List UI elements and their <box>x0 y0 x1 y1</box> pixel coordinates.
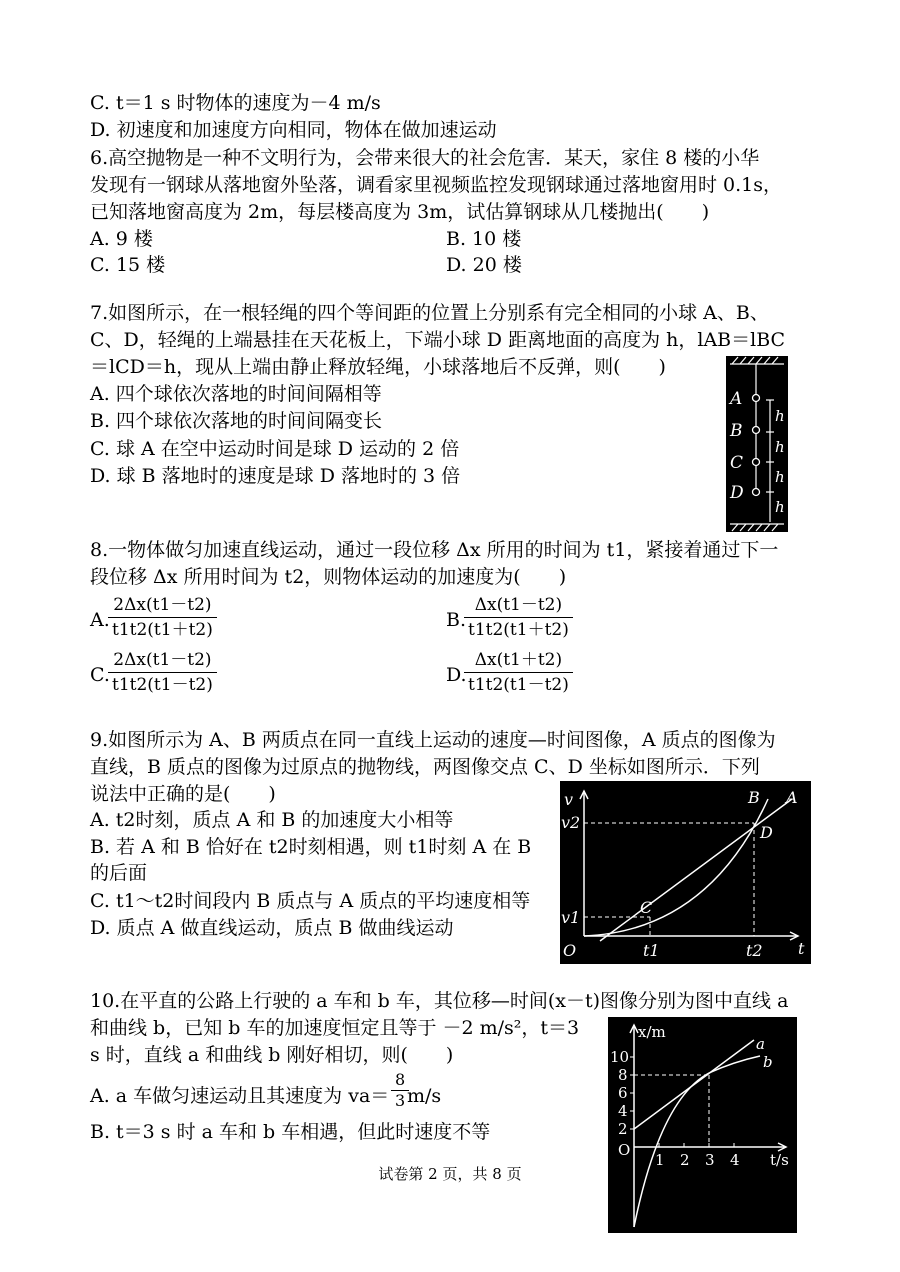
origin-label: O <box>563 941 577 960</box>
option-6b: B. 10 楼 <box>446 228 522 250</box>
ball-label-c: C <box>730 453 744 473</box>
option-8c-fraction: $\frac{2\Delta x(t1-t2)}{t1t2(t1-t2)}$ <box>108 648 217 697</box>
v-axis-label: v <box>564 790 574 809</box>
h-label-4: h <box>775 498 785 516</box>
ball-a <box>753 395 760 402</box>
xtick-4: 4 <box>730 1151 740 1169</box>
curve-b-label: b <box>763 1053 773 1071</box>
figure-9-vt-graph <box>560 781 811 964</box>
option-8a-label: A. <box>90 609 110 631</box>
ytick-6: 6 <box>618 1084 628 1102</box>
option-7a: A. 四个球依次落地的时间间隔相等 <box>90 383 382 405</box>
q7-line-2: C、D，轻绳的上端悬挂在天花板上，下端小球 D 距离地面的高度为 h，lAB＝lBC <box>90 329 786 351</box>
option-6c: C. 15 楼 <box>90 254 166 276</box>
ytick-8: 8 <box>618 1066 628 1084</box>
q10-line-2: 和曲线 b，已知 b 车的加速度恒定且等于 －2 m/s²，t＝3 <box>90 1017 580 1039</box>
q8-line-1: 8.一物体做匀加速直线运动，通过一段位移 Δx 所用的时间为 t1，紧接着通过下一 <box>90 539 779 561</box>
option-10a-text: A. a 车做匀速运动且其速度为 va＝ <box>90 1085 390 1107</box>
x-axis-label: t/s <box>770 1151 789 1169</box>
origin-label: O <box>618 1141 631 1159</box>
option-10a-fraction: $\frac{8}{3}$ <box>391 1070 409 1111</box>
q9-line-3: 说法中正确的是( ) <box>90 783 276 805</box>
q6-line-2: 发现有一钢球从落地窗外坠落，调看家里视频监控发现钢球通过落地窗用时 0.1s， <box>90 174 783 196</box>
xtick-1: 1 <box>655 1151 665 1169</box>
option-5d: D. 初速度和加速度方向相同，物体在做加速运动 <box>90 119 497 141</box>
h-label-2: h <box>775 438 785 456</box>
h-label-3: h <box>775 468 785 486</box>
option-5c: C. t＝1 s 时物体的速度为－4 m/s <box>90 92 381 114</box>
option-6a: A. 9 楼 <box>90 228 153 250</box>
t-axis-label: t <box>798 939 805 958</box>
line-a-label: A <box>786 788 798 807</box>
point-d-label: D <box>760 823 773 842</box>
ball-d <box>753 489 760 496</box>
option-10b: B. t＝3 s 时 a 车和 b 车相遇，但此时速度不等 <box>90 1121 491 1143</box>
ytick-10: 10 <box>610 1048 630 1066</box>
y-axis-label: x/m <box>638 1023 666 1041</box>
q6-line-1: 6.高空抛物是一种不文明行为，会带来很大的社会危害．某天，家住 8 楼的小华 <box>90 147 760 169</box>
option-8d-label: D. <box>446 664 467 686</box>
figure-10-xt-graph <box>608 1017 797 1233</box>
ball-label-b: B <box>730 421 743 441</box>
q10-line-1: 10.在平直的公路上行驶的 a 车和 b 车，其位移—时间(x－t)图像分别为图中直线 a <box>90 990 789 1012</box>
ball-b <box>753 427 760 434</box>
option-7b: B. 四个球依次落地的时间间隔变长 <box>90 410 383 432</box>
q9-line-2: 直线，B 质点的图像为过原点的抛物线，两图像交点 C、D 坐标如图所示．下列 <box>90 756 760 778</box>
t1-label: t1 <box>643 941 660 960</box>
option-8b-fraction: $\frac{\Delta x(t1-t2)}{t1t2(t1+t2)}$ <box>464 593 573 642</box>
ball-label-a: A <box>730 389 743 409</box>
v2-label: v2 <box>561 813 581 832</box>
option-9d: D. 质点 A 做直线运动，质点 B 做曲线运动 <box>90 917 454 939</box>
option-8a-fraction: $\frac{2\Delta x(t1-t2)}{t1t2(t1+t2)}$ <box>108 593 217 642</box>
xtick-3: 3 <box>705 1151 715 1169</box>
option-8c-label: C. <box>90 664 110 686</box>
curve-b-label: B <box>748 788 760 807</box>
point-c-label: C <box>640 898 653 917</box>
q6-line-3: 已知落地窗高度为 2m，每层楼高度为 3m，试估算钢球从几楼抛出( ) <box>90 201 710 223</box>
option-9a: A. t2时刻，质点 A 和 B 的加速度大小相等 <box>90 809 454 831</box>
q9-line-1: 9.如图所示为 A、B 两质点在同一直线上运动的速度—时间图像，A 质点的图像为 <box>90 729 776 751</box>
ytick-2: 2 <box>618 1120 628 1138</box>
v1-label: v1 <box>561 908 581 927</box>
t2-label: t2 <box>746 941 763 960</box>
ball-label-d: D <box>730 483 744 503</box>
option-9b-2: 的后面 <box>90 862 148 884</box>
q10-line-3: s 时，直线 a 和曲线 b 刚好相切，则( ) <box>90 1044 454 1066</box>
option-9b-1: B. 若 A 和 B 恰好在 t2时刻相遇，则 t1时刻 A 在 B <box>90 836 532 858</box>
q7-line-1: 7.如图所示，在一根轻绳的四个等间距的位置上分别系有完全相同的小球 A、B、 <box>90 302 769 324</box>
option-7c: C. 球 A 在空中运动时间是球 D 运动的 2 倍 <box>90 438 460 460</box>
option-7d: D. 球 B 落地时的速度是球 D 落地时的 3 倍 <box>90 465 461 487</box>
option-10a-unit: m/s <box>407 1085 442 1107</box>
q7-line-3: ＝lCD＝h，现从上端由静止释放轻绳，小球落地后不反弹，则( ) <box>90 356 666 378</box>
option-6d: D. 20 楼 <box>446 254 522 276</box>
option-9c: C. t1～t2时间段内 B 质点与 A 质点的平均速度相等 <box>90 890 531 912</box>
h-label-1: h <box>775 407 785 425</box>
option-8b-label: B. <box>446 609 467 631</box>
xtick-2: 2 <box>680 1151 690 1169</box>
ytick-4: 4 <box>618 1102 628 1120</box>
figure-7-rope-balls <box>726 356 788 532</box>
line-a-label: a <box>756 1035 765 1053</box>
page-footer: 试卷第 2 页，共 8 页 <box>378 1165 522 1183</box>
option-8d-fraction: $\frac{\Delta x(t1+t2)}{t1t2(t1-t2)}$ <box>464 648 573 697</box>
q8-line-2: 段位移 Δx 所用时间为 t2，则物体运动的加速度为( ) <box>90 566 567 588</box>
ball-c <box>753 459 760 466</box>
